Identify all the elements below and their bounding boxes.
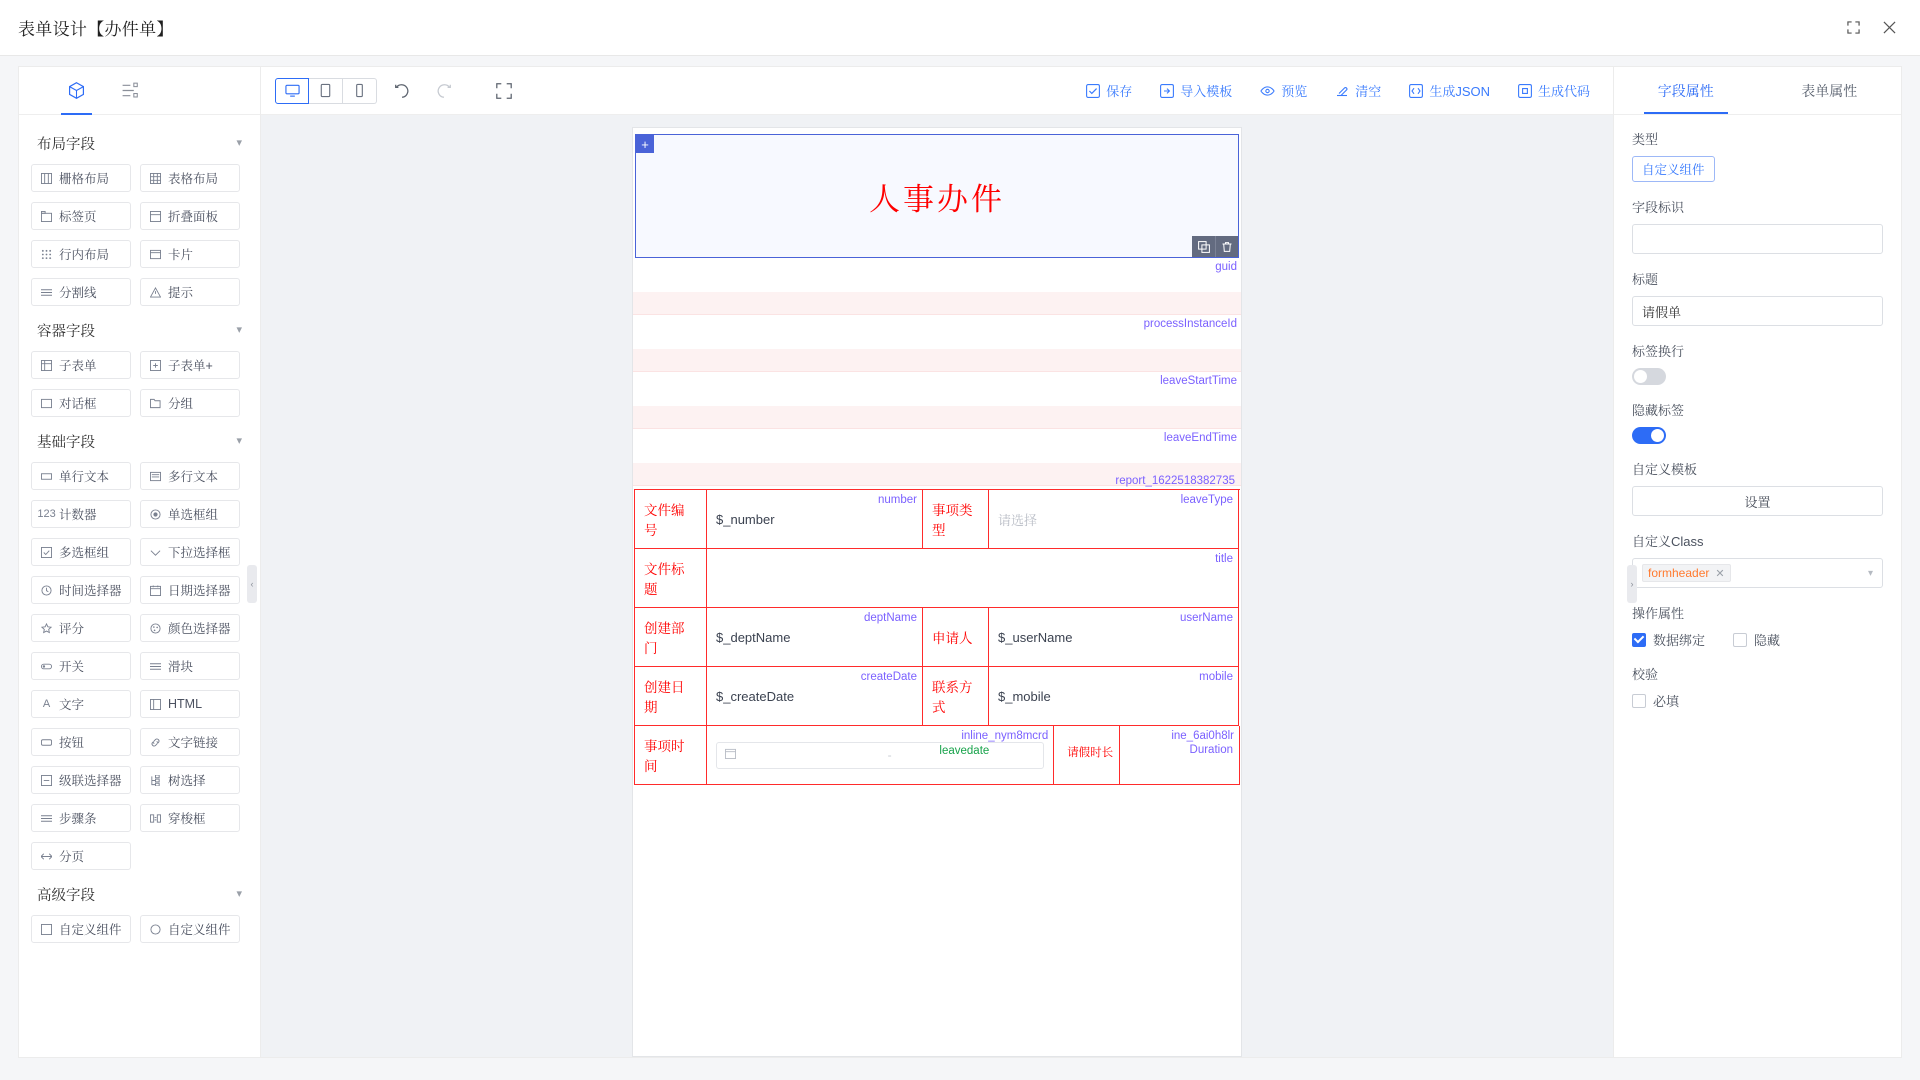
tabs-icon — [40, 210, 53, 223]
tab-form-properties[interactable]: 表单属性 — [1801, 82, 1858, 99]
cell-label[interactable] — [1054, 726, 1120, 785]
import-template-label: 导入模板 — [1180, 84, 1233, 99]
palette-item-label: 分页 — [59, 850, 85, 864]
cell-field-mobile[interactable] — [989, 667, 1239, 726]
field-tag: processInstanceId — [1143, 318, 1237, 330]
palette-item-label: 卡片 — [168, 248, 194, 262]
palette-group-advanced-items — [19, 915, 260, 943]
cell-field-username[interactable] — [989, 608, 1239, 667]
palette-tabs — [19, 67, 260, 115]
field-tag: mobile — [1199, 671, 1233, 683]
palette-tab-outline[interactable] — [120, 67, 139, 115]
palette-item-label: HTML — [168, 697, 203, 711]
palette-item-subform-plus[interactable] — [140, 351, 240, 379]
palette-group-basic-title: 基础字段 — [37, 435, 95, 451]
table-row[interactable] — [635, 549, 1240, 608]
palette-item-tabs[interactable] — [31, 202, 131, 230]
toolbar-actions — [1075, 76, 1601, 106]
field-id-input[interactable] — [1632, 224, 1883, 254]
palette-item-switch[interactable] — [31, 652, 131, 680]
collapse-icon — [149, 210, 162, 223]
cell-label[interactable]: 创建日期 — [635, 667, 707, 726]
field-tag: deptName — [863, 612, 917, 624]
palette-item-label: 下拉选择框 — [168, 546, 231, 560]
custom-class-token[interactable] — [1642, 564, 1731, 582]
field-validation — [1632, 664, 1883, 710]
font-icon: A — [42, 697, 51, 710]
cell-label[interactable]: 创建部门 — [635, 608, 707, 667]
palette-group-layout-title: 布局字段 — [37, 137, 95, 153]
chevron-down-icon: ▾ — [236, 888, 242, 900]
generate-code-button[interactable] — [1507, 76, 1601, 106]
slider-icon — [149, 660, 162, 673]
cell-value: $_deptName — [716, 629, 791, 645]
transfer-icon — [149, 812, 162, 825]
palette-group-basic-items — [19, 462, 260, 870]
palette-item-label: 单选框组 — [168, 508, 219, 522]
properties-tabs — [1614, 67, 1901, 115]
steps-icon — [40, 812, 53, 825]
palette-group-advanced-header[interactable] — [19, 870, 260, 915]
generate-json-label: 生成JSON — [1429, 84, 1490, 99]
field-tag: inline_nym8mcrd — [961, 730, 1049, 742]
inline-icon — [40, 248, 53, 261]
group-icon — [149, 397, 162, 410]
subform-plus-icon — [149, 359, 162, 372]
palette-item-grid[interactable] — [31, 164, 131, 192]
databind-label: 数据绑定 — [1653, 633, 1706, 648]
palette-item-custom-1[interactable] — [31, 915, 131, 943]
palette-tab-components[interactable] — [67, 67, 86, 115]
clear-label: 清空 — [1355, 84, 1382, 99]
palette-group-container-header[interactable] — [19, 306, 260, 351]
hide-label-toggle[interactable] — [1632, 427, 1666, 444]
palette-group-container-items — [19, 351, 260, 417]
validate-label: 校验 — [1632, 667, 1659, 682]
palette-item-label: 颜色选择器 — [168, 622, 231, 636]
generate-json-button[interactable] — [1398, 76, 1501, 106]
palette-item-divider[interactable] — [31, 278, 131, 306]
time-icon — [40, 584, 53, 597]
select-icon — [149, 546, 162, 559]
custom-template-label: 自定义模板 — [1632, 462, 1698, 477]
restore-icon[interactable] — [1840, 15, 1866, 41]
button-icon — [40, 736, 53, 749]
properties-body — [1614, 115, 1901, 1057]
palette-item-multi-text[interactable] — [140, 462, 240, 490]
field-label-wrap — [1632, 341, 1883, 385]
dialog-icon — [40, 397, 53, 410]
cell-label[interactable]: 申请人 — [923, 608, 989, 667]
field-tag: ine_6ai0h8lr — [1171, 730, 1234, 742]
add-widget-icon[interactable]: + — [636, 135, 654, 153]
save-button[interactable] — [1075, 76, 1143, 106]
text-input-icon — [40, 470, 53, 483]
field-id — [1632, 197, 1883, 254]
custom-class-label: 自定义Class — [1632, 534, 1704, 549]
custom-icon — [40, 923, 53, 936]
palette-item-label: 子表单 — [59, 359, 97, 373]
label-wrap-label: 标签换行 — [1632, 344, 1685, 359]
palette-item-text[interactable] — [31, 690, 131, 718]
designer-toolbar — [261, 67, 1613, 115]
redo-icon[interactable] — [427, 76, 461, 106]
palette-item-label: 折叠面板 — [168, 210, 219, 224]
palette-item-select[interactable] — [140, 538, 240, 566]
cell-value: $_userName — [998, 629, 1073, 645]
canvas-table-layout[interactable] — [634, 489, 1240, 785]
field-id-label: 字段标识 — [1632, 200, 1685, 215]
number-icon: 123 — [37, 507, 56, 520]
palette-item-alert[interactable] — [140, 278, 240, 306]
custom-class-token-label: formheader — [1648, 566, 1710, 580]
chevron-down-icon: ▾ — [236, 324, 242, 336]
palette-group-container-title: 容器字段 — [37, 324, 95, 340]
field-type-value[interactable]: 自定义组件 — [1632, 156, 1715, 182]
cell-label-text: 请假时长 — [1067, 747, 1114, 759]
field-tag: number — [878, 494, 917, 506]
toggle-knob — [1651, 429, 1664, 442]
chevron-down-icon: ▾ — [236, 435, 242, 447]
save-label: 保存 — [1106, 84, 1133, 99]
palette-item-radio[interactable] — [140, 500, 240, 528]
hidden-label: 隐藏 — [1754, 633, 1781, 648]
palette-item-link[interactable] — [140, 728, 240, 756]
cell-placeholder: 请选择 — [998, 512, 1038, 528]
databind-checkbox[interactable] — [1632, 630, 1705, 649]
label-wrap-toggle[interactable] — [1632, 368, 1666, 385]
window-title: 表单设计【办件单】 — [18, 20, 174, 39]
palette-item-label: 自定义组件 — [59, 923, 122, 937]
cascader-icon — [40, 774, 53, 787]
palette-item-time[interactable] — [31, 576, 131, 604]
field-tag: leaveEndTime — [1163, 432, 1237, 444]
tab-field-properties[interactable]: 字段属性 — [1614, 67, 1758, 114]
palette-item-label: 日期选择器 — [168, 584, 231, 598]
palette-group-basic-header[interactable] — [19, 417, 260, 462]
field-tag-secondary: leavedate — [939, 745, 990, 757]
palette-item-steps[interactable] — [31, 804, 131, 832]
palette-item-label: 自定义组件 — [168, 923, 231, 937]
device-tablet-button[interactable] — [309, 78, 343, 104]
device-mobile-button[interactable] — [343, 78, 377, 104]
palette-item-counter[interactable] — [31, 500, 131, 528]
date-icon — [725, 748, 736, 762]
field-tag: userName — [1179, 612, 1233, 624]
canvas-hidden-row[interactable] — [633, 258, 1241, 315]
palette-item-label: 按钮 — [59, 736, 85, 750]
field-tag: leaveType — [1180, 494, 1233, 506]
palette-item-label: 计数器 — [59, 508, 97, 522]
table-row[interactable] — [635, 608, 1240, 667]
form-header-title: 人事办件 — [869, 181, 1005, 217]
palette-group-advanced-title: 高级字段 — [37, 888, 95, 904]
palette-item-label: 提示 — [168, 286, 194, 300]
palette-item-table[interactable] — [140, 164, 240, 192]
canvas-header-widget[interactable] — [635, 134, 1239, 258]
field-tag: guid — [1215, 261, 1237, 273]
subform-icon — [40, 359, 53, 372]
palette-item-card[interactable] — [140, 240, 240, 268]
table-row[interactable] — [635, 726, 1240, 785]
checkbox-box[interactable] — [1632, 694, 1646, 708]
field-tag-secondary: Duration — [1189, 744, 1233, 756]
cell-label[interactable]: 事项时间 — [635, 726, 707, 785]
palette-group-layout-header[interactable] — [19, 119, 260, 164]
canvas-table-wrap — [633, 475, 1241, 785]
palette-item-color[interactable] — [140, 614, 240, 642]
field-title — [1632, 269, 1883, 326]
cell-label[interactable]: 文件编号 — [635, 490, 707, 549]
cell-label[interactable]: 联系方式 — [923, 667, 989, 726]
star-icon — [40, 622, 53, 635]
palette-item-inline[interactable] — [31, 240, 131, 268]
close-icon[interactable] — [1876, 15, 1902, 41]
hide-label-label: 隐藏标签 — [1632, 403, 1685, 418]
palette-item-transfer[interactable] — [140, 804, 240, 832]
palette-item-label: 子表单+ — [168, 359, 213, 373]
divider-icon — [40, 286, 53, 299]
collapse-left-panel-handle[interactable]: ‹ — [247, 565, 257, 603]
row-stripe — [633, 292, 1241, 314]
alert-icon — [149, 286, 162, 299]
cell-value: $_createDate — [716, 688, 795, 704]
custom-template-settings-button[interactable]: 设置 — [1632, 486, 1883, 516]
hidden-checkbox[interactable] — [1733, 630, 1780, 649]
cell-field-leavetype[interactable] — [989, 490, 1239, 549]
canvas-hidden-row[interactable] — [633, 315, 1241, 372]
copy-icon[interactable] — [1192, 236, 1215, 257]
operation-checkboxes — [1632, 630, 1883, 649]
properties-panel — [1614, 66, 1902, 1058]
color-icon — [149, 622, 162, 635]
canvas-scroll-area[interactable] — [261, 115, 1613, 1057]
switch-icon — [40, 660, 53, 673]
textarea-icon — [149, 470, 162, 483]
custom-class-select[interactable] — [1632, 558, 1883, 588]
row-stripe — [633, 349, 1241, 371]
cell-label[interactable]: 文件标题 — [635, 549, 707, 608]
field-type — [1632, 129, 1883, 182]
fullscreen-icon[interactable] — [487, 76, 521, 106]
checkbox-box[interactable] — [1733, 633, 1747, 647]
table-row[interactable] — [635, 490, 1240, 549]
cell-value: $_mobile — [998, 688, 1051, 704]
field-title-label: 标题 — [1632, 272, 1659, 287]
palette-item-label: 文字链接 — [168, 736, 219, 750]
field-tag: title — [1215, 553, 1233, 565]
generate-code-label: 生成代码 — [1537, 84, 1590, 99]
date-range-separator: - — [887, 748, 892, 762]
cell-field-leavedate[interactable] — [707, 726, 1054, 785]
palette-item-single-text[interactable] — [31, 462, 131, 490]
trash-icon[interactable] — [1215, 236, 1238, 257]
palette-item-label: 标签页 — [59, 210, 97, 224]
palette-item-checkbox[interactable] — [31, 538, 131, 566]
palette-item-label: 分割线 — [59, 286, 97, 300]
operation-label: 操作属性 — [1632, 606, 1685, 621]
palette-item-label: 栅格布局 — [59, 172, 110, 186]
palette-item-label: 滑块 — [168, 660, 194, 674]
field-operation — [1632, 603, 1883, 649]
collapse-right-panel-handle[interactable]: › — [1627, 565, 1637, 603]
cell-value: $_number — [716, 511, 775, 527]
required-label: 必填 — [1653, 694, 1680, 709]
palette-item-cascader[interactable] — [31, 766, 131, 794]
checkbox-box[interactable] — [1632, 633, 1646, 647]
field-custom-class — [1632, 531, 1883, 588]
palette-item-dialog[interactable] — [31, 389, 131, 417]
checkbox-icon — [40, 546, 53, 559]
palette-item-tree-select[interactable] — [140, 766, 240, 794]
palette-item-html[interactable] — [140, 690, 240, 718]
custom2-icon — [149, 923, 162, 936]
close-icon[interactable]: ✕ — [1715, 567, 1725, 580]
cell-field-number[interactable] — [707, 490, 923, 549]
palette-item-label: 穿梭框 — [168, 812, 206, 826]
preview-label: 预览 — [1281, 84, 1308, 99]
palette-item-custom-2[interactable] — [140, 915, 240, 943]
palette-item-label: 评分 — [59, 622, 85, 636]
date-icon — [149, 584, 162, 597]
palette-item-label: 级联选择器 — [59, 774, 122, 788]
form-canvas[interactable] — [632, 127, 1242, 1057]
palette-item-label: 步骤条 — [59, 812, 97, 826]
field-tag: createDate — [860, 671, 917, 683]
table-icon — [149, 172, 162, 185]
palette-group-layout-items — [19, 164, 260, 306]
window-titlebar — [0, 0, 1920, 56]
palette-item-label: 行内布局 — [59, 248, 110, 262]
field-title-input[interactable]: 请假单 — [1632, 296, 1883, 326]
undo-icon[interactable] — [385, 76, 419, 106]
toggle-knob — [1634, 370, 1647, 383]
palette-item-group[interactable] — [140, 389, 240, 417]
palette-item-label: 树选择 — [168, 774, 206, 788]
palette-item-label: 开关 — [59, 660, 85, 674]
chevron-down-icon: ▾ — [236, 137, 242, 149]
palette-item-label: 表格布局 — [168, 172, 219, 186]
palette-item-label: 分组 — [168, 397, 194, 411]
cell-field-title[interactable] — [707, 549, 1239, 608]
component-palette-panel — [18, 66, 260, 1058]
table-row[interactable] — [635, 667, 1240, 726]
cell-label[interactable]: 事项类型 — [923, 490, 989, 549]
field-tag: leaveStartTime — [1160, 375, 1237, 387]
field-type-label: 类型 — [1632, 132, 1659, 147]
palette-item-label: 文字 — [59, 698, 85, 712]
import-template-button[interactable] — [1149, 76, 1243, 106]
cell-field-createdate[interactable] — [707, 667, 923, 726]
card-icon — [149, 248, 162, 261]
device-desktop-button[interactable] — [275, 78, 309, 104]
field-custom-template — [1632, 459, 1883, 516]
tree-select-icon — [149, 774, 162, 787]
palette-item-label: 多选框组 — [59, 546, 110, 560]
canvas-hidden-row[interactable] — [633, 372, 1241, 429]
link-icon — [149, 736, 162, 749]
cell-field-duration[interactable] — [1120, 726, 1240, 785]
html-icon — [149, 698, 162, 711]
row-stripe — [633, 406, 1241, 428]
palette-item-label: 对话框 — [59, 397, 97, 411]
palette-item-label: 时间选择器 — [59, 584, 122, 598]
palette-item-button[interactable] — [31, 728, 131, 756]
grid-icon — [40, 172, 53, 185]
palette-item-rate[interactable] — [31, 614, 131, 642]
palette-item-pagination[interactable] — [31, 842, 131, 870]
radio-icon — [149, 508, 162, 521]
palette-item-label: 单行文本 — [59, 470, 110, 484]
pagination-icon — [40, 850, 53, 863]
widget-toolbar — [1192, 236, 1238, 257]
required-checkbox[interactable] — [1632, 691, 1883, 710]
palette-item-slider[interactable] — [140, 652, 240, 680]
preview-button[interactable] — [1249, 76, 1318, 106]
palette-item-label: 多行文本 — [168, 470, 219, 484]
palette-groups — [19, 115, 260, 1057]
date-range-picker[interactable] — [716, 742, 1044, 769]
cell-field-deptname[interactable] — [707, 608, 923, 667]
clear-button[interactable] — [1324, 76, 1392, 106]
report-tag: report_1622518382735 — [1115, 475, 1235, 487]
palette-item-date[interactable] — [140, 576, 240, 604]
palette-item-collapse[interactable] — [140, 202, 240, 230]
main-body — [0, 56, 1920, 1080]
designer-canvas-panel — [260, 66, 1614, 1058]
field-hide-label — [1632, 400, 1883, 444]
palette-item-subform[interactable] — [31, 351, 131, 379]
device-switcher — [275, 78, 377, 104]
chevron-down-icon: ▾ — [1867, 567, 1873, 579]
